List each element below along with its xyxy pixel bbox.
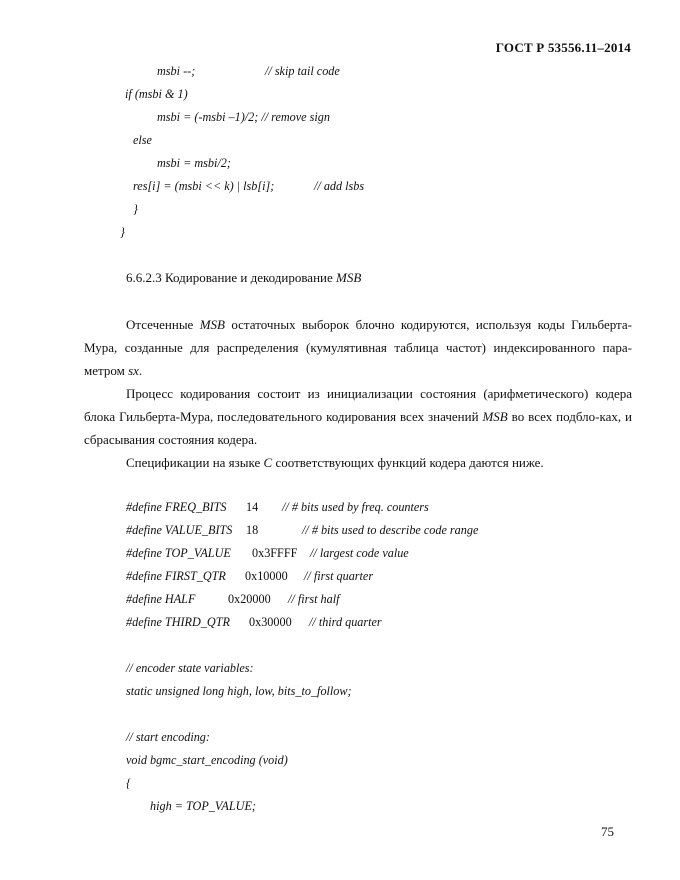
define-name: #define TOP_VALUE <box>126 546 231 560</box>
code-text: msbi --; <box>157 64 196 78</box>
code-line: msbi = (-msbi –1)/2; // remove sign <box>157 110 330 124</box>
paragraph-text: Процесс кодирования состоит из инициализации состояния (арифметического) кодера блока Гильберта-Мура, последовательного кодирования всех значений <box>84 386 632 424</box>
define-value: 14 <box>246 500 259 514</box>
define-comment: // # bits used to describe code range <box>302 523 479 537</box>
define-comment: // third quarter <box>309 615 382 629</box>
paragraph-3 <box>84 451 632 474</box>
code-line: res[i] = (msbi << k) | lsb[i]; <box>133 179 275 193</box>
define-name: #define FREQ_BITS <box>126 500 227 514</box>
define-value: 0x20000 <box>228 592 271 606</box>
code-line: if (msbi & 1) <box>125 87 188 101</box>
code-comment: // skip tail code <box>265 64 340 78</box>
heading-term: MSB <box>336 270 362 285</box>
code-line: else <box>133 133 152 147</box>
define-name: #define HALF <box>126 592 196 606</box>
heading-text: 6.6.2.3 Кодирование и декодирование <box>126 270 337 285</box>
define-comment: // first half <box>288 592 340 606</box>
paragraph-text: Отсеченные <box>126 317 200 332</box>
term-sx: sx <box>128 363 139 378</box>
paragraph-text: . <box>138 363 143 378</box>
code-comment: // add lsbs <box>314 179 365 193</box>
paragraph-text: Спецификации на языке <box>126 455 264 470</box>
term-msb: MSB <box>199 317 225 332</box>
define-name: #define THIRD_QTR <box>126 615 230 629</box>
define-name: #define FIRST_QTR <box>126 569 226 583</box>
code-comment: // encoder state variables: <box>126 661 254 675</box>
define-value: 18 <box>246 523 259 537</box>
paragraph-2 <box>84 382 632 451</box>
code-line <box>157 64 195 79</box>
code-line: static unsigned long high, low, bits_to_follow; <box>126 684 352 698</box>
define-value: 0x3FFFF <box>252 546 298 560</box>
define-value: 0x10000 <box>245 569 288 583</box>
code-line: high = TOP_VALUE; <box>150 799 256 813</box>
section-heading <box>126 270 361 286</box>
code-line: } <box>120 225 125 239</box>
define-comment: // first quarter <box>304 569 374 583</box>
define-value: 0x30000 <box>249 615 292 629</box>
define-comment: // # bits used by freq. counters <box>282 500 429 514</box>
paragraph-text: во всех подбло-ках, и сбрасывания состояния кодера. <box>84 409 632 447</box>
paragraph-1 <box>84 313 632 382</box>
code-line: { <box>126 776 131 790</box>
code-line: } <box>133 202 138 216</box>
paragraph-text: остаточных выборок блочно кодируются, используя коды Гильберта-Мура, созданные для распределения (кумулятивная таблица частот) индексированного пара-метром <box>84 317 632 378</box>
code-comment: // start encoding: <box>126 730 210 744</box>
term-c: C <box>263 455 273 470</box>
document-header: ГОСТ Р 53556.11–2014 <box>495 40 631 55</box>
paragraph-text: соответствующих функций кодера даются ниже. <box>272 455 544 470</box>
code-line: msbi = msbi/2; <box>157 156 231 170</box>
code-line: void bgmc_start_encoding (void) <box>126 753 288 767</box>
define-comment: // largest code value <box>310 546 409 560</box>
page-number: 75 <box>601 824 614 839</box>
define-name: #define VALUE_BITS <box>126 523 233 537</box>
term-msb: MSB <box>482 409 508 424</box>
